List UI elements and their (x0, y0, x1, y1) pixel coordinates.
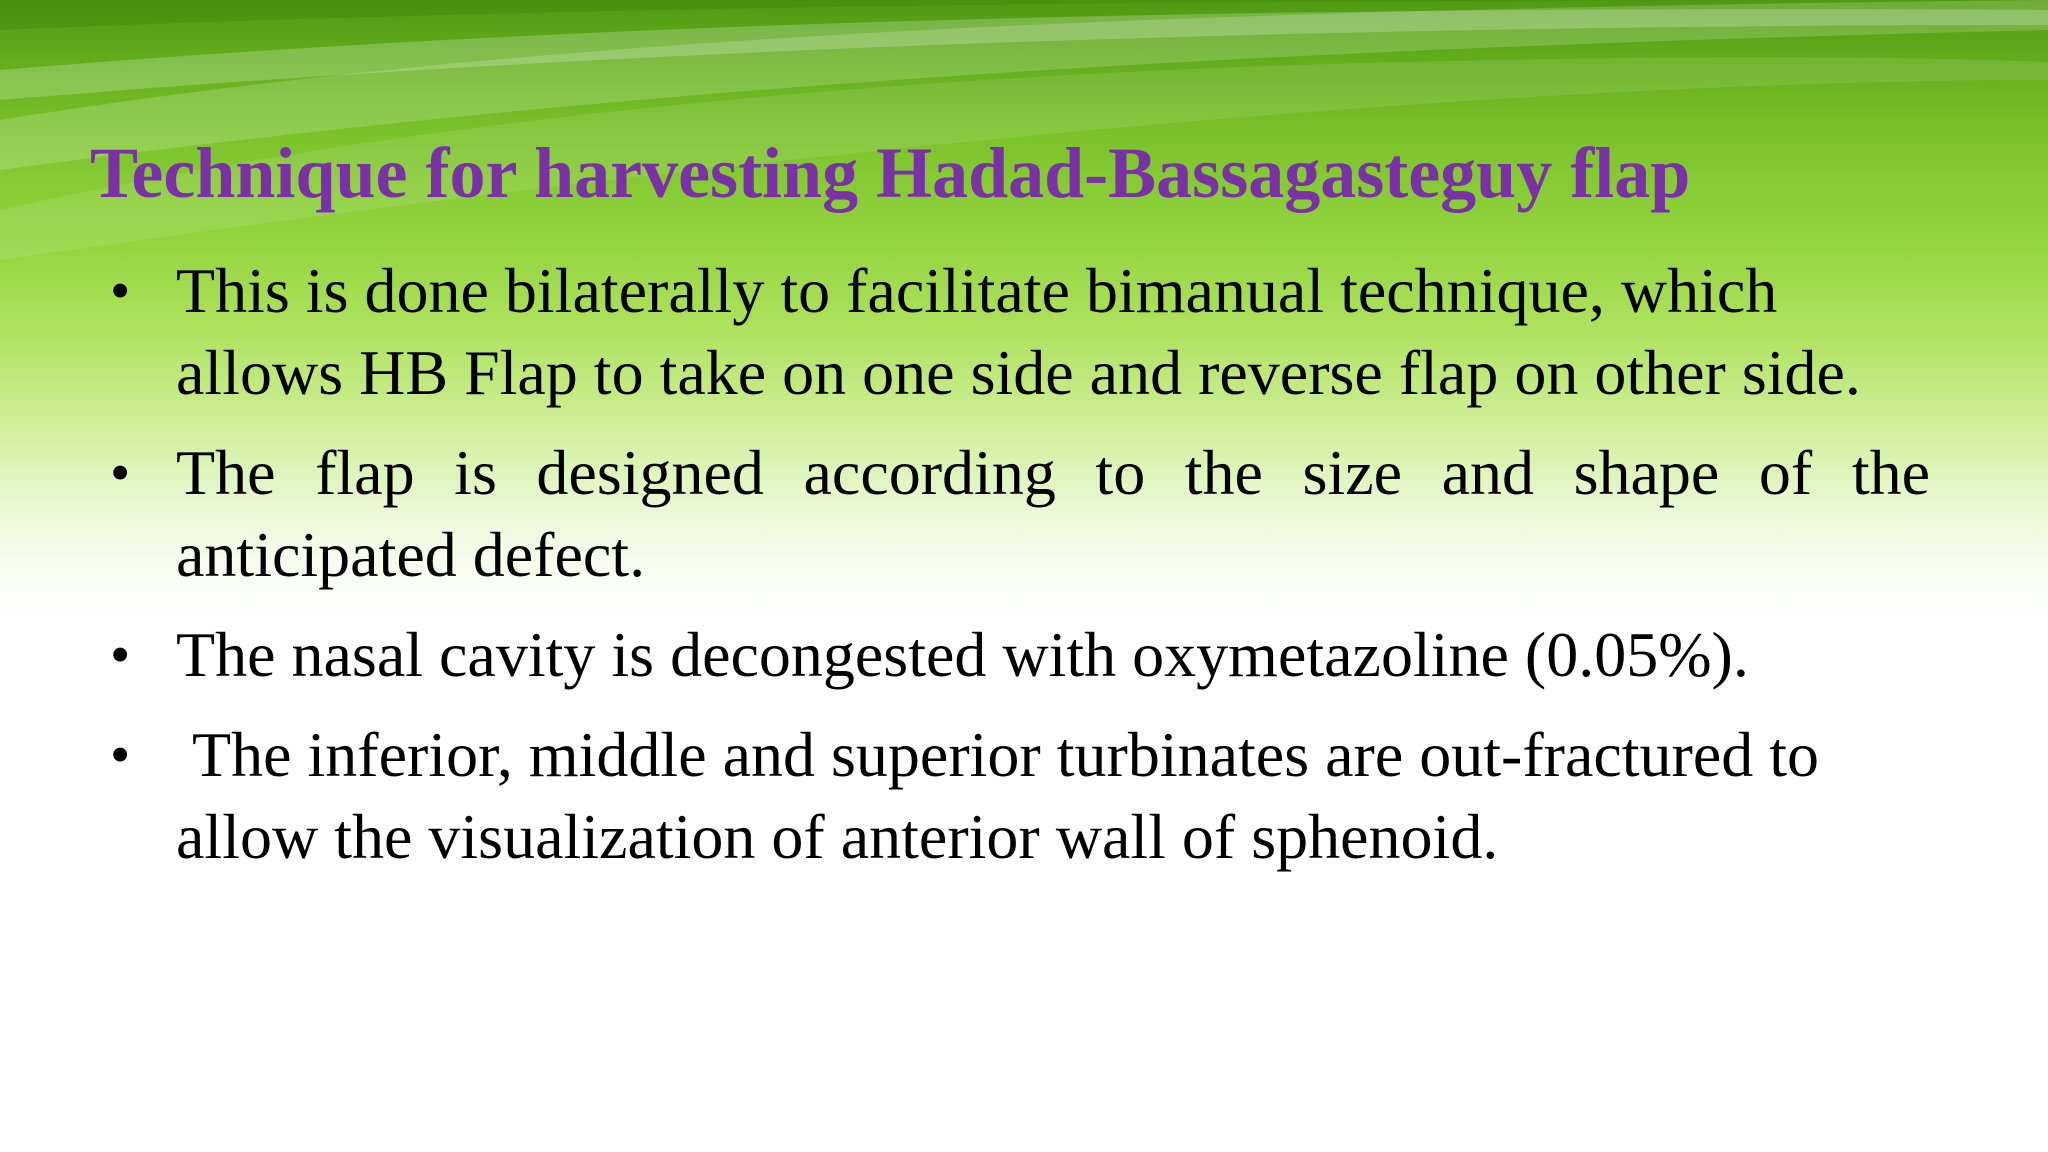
list-item (110, 714, 1930, 878)
bullet-icon: • (110, 722, 131, 787)
list-item (110, 614, 1930, 696)
bullet-text: The inferior, middle and superior turbinates are out-fractured to allow the visualization of anterior wall of sphenoid. (176, 719, 1836, 872)
bullet-icon: • (110, 622, 131, 687)
bullet-text: The nasal cavity is decongested with oxymetazoline (0.05%). (176, 619, 1749, 690)
bullet-text: This is done bilaterally to facilitate bimanual technique, which allows HB Flap to take on one side and reverse flap on other side. (176, 255, 1861, 408)
bullet-text: The flap is designed according to the size and shape of the anticipated defect. (176, 437, 1930, 590)
list-item (110, 432, 1930, 596)
bullet-icon: • (110, 440, 131, 505)
bullet-icon: • (110, 258, 131, 323)
bullet-list (110, 250, 1930, 896)
list-item (110, 250, 1930, 414)
slide-title: Technique for harvesting Hadad-Bassagasteguy flap (90, 133, 1691, 213)
